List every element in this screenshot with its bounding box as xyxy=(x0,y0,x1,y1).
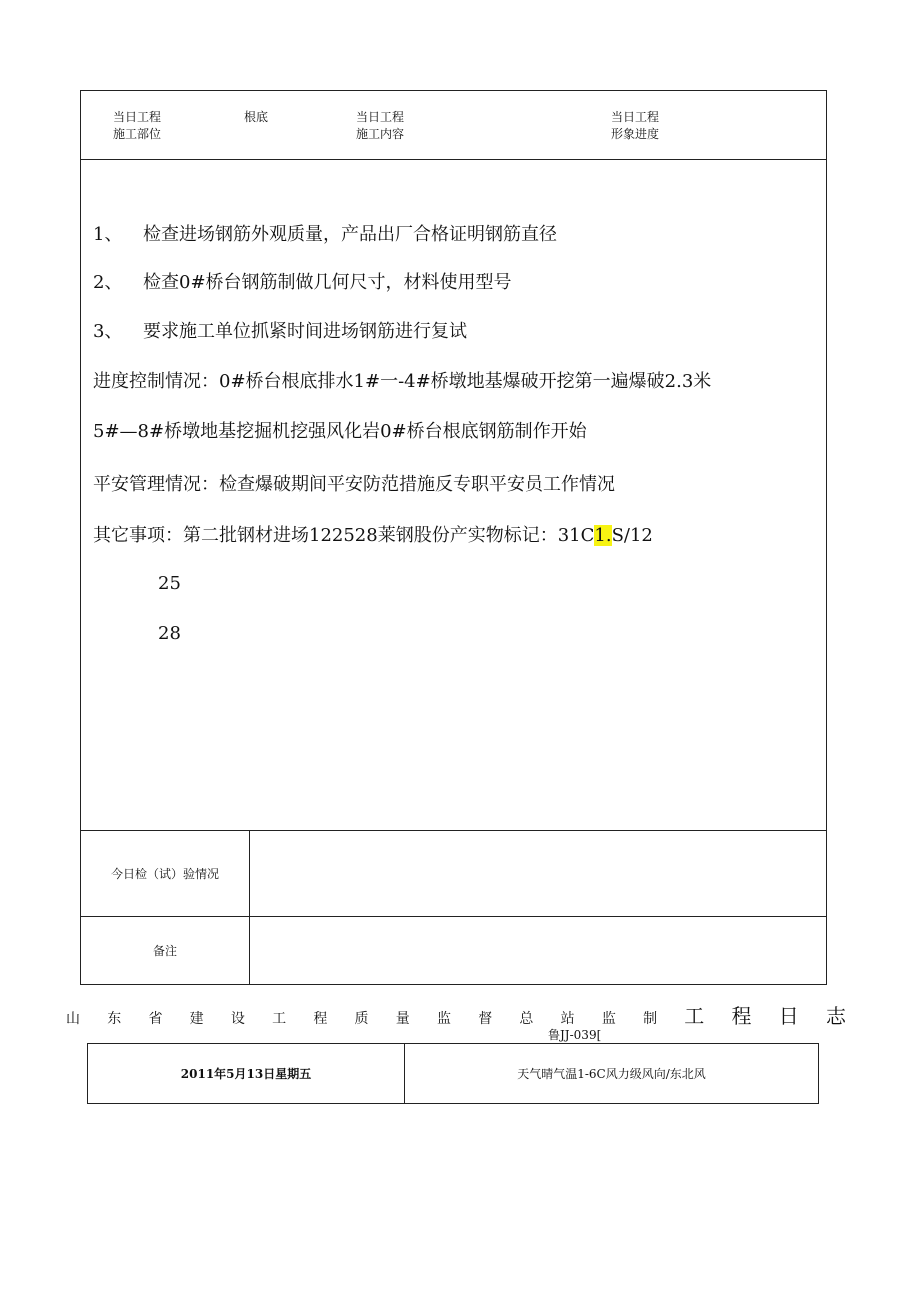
other-line: 其它事项：第二批钢材进场122528莱钢股份产实物标记：31C1.S/12 xyxy=(93,525,653,546)
log-table xyxy=(80,90,827,985)
extra-value-1: 25 xyxy=(158,573,181,594)
footer-title: 山 东 省 建 设 工 程 质 量 监 督 总 站 监 制 工 程 日 志 xyxy=(66,1004,846,1028)
form-code: 鲁JJ-039[ xyxy=(548,1028,602,1042)
remarks-row xyxy=(81,917,826,984)
header-site-value: 根底 xyxy=(244,110,269,124)
date-weather-table xyxy=(87,1043,819,1104)
list-item: 2、 检查0#桥台钢筋制做几何尺寸，材料使用型号 xyxy=(93,272,512,293)
inspection-label: 今日检（试）验情况 xyxy=(81,830,250,916)
header-progress-label: 当日工程 形象进度 xyxy=(611,110,660,141)
list-item: 3、 要求施工单位抓紧时间进场钢筋进行复试 xyxy=(93,321,467,342)
date-cell: 2011年5月13日星期五 xyxy=(88,1044,405,1103)
remarks-label: 备注 xyxy=(81,917,250,984)
header-content-label: 当日工程 施工内容 xyxy=(356,110,405,141)
progress-line-2: 5#—8#桥墩地基挖掘机挖强风化岩0#桥台根底钢筋制作开始 xyxy=(93,421,587,442)
weather-cell: 天气晴气温1-6C风力级风向/东北风 xyxy=(517,1067,706,1081)
safety-line: 平安管理情况：检查爆破期间平安防范措施反专职平安员工作情况 xyxy=(93,474,615,495)
inspection-row xyxy=(81,830,826,917)
table-header-row xyxy=(81,91,826,160)
extra-value-2: 28 xyxy=(158,623,181,644)
header-site-label: 当日工程 施工部位 xyxy=(113,110,162,141)
highlighted-text: 1. xyxy=(594,525,612,546)
log-content xyxy=(81,159,826,831)
progress-line-1: 进度控制情况：0#桥台根底排水1#一-4#桥墩地基爆破开挖第一遍爆破2.3米 xyxy=(93,371,712,392)
list-item: 1、 检查进场钢筋外观质量，产品出厂合格证明钢筋直径 xyxy=(93,224,557,245)
